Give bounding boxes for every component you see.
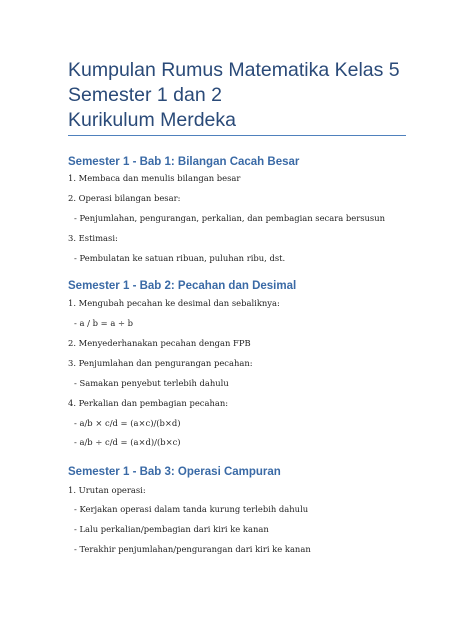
section-2-item-1: 1. Mengubah pecahan ke desimal dan sebaliknya: xyxy=(68,298,280,308)
title-underline-divider xyxy=(68,135,406,136)
title-line-1: Kumpulan Rumus Matematika Kelas 5 xyxy=(68,59,400,81)
section-1-item-3: 3. Estimasi: xyxy=(68,233,118,243)
section-3-subitem-1c: - Terakhir penjumlahan/pengurangan dari kiri ke kanan xyxy=(74,544,311,554)
section-3-item-1: 1. Urutan operasi: xyxy=(68,485,146,495)
section-3-subitem-1a: - Kerjakan operasi dalam tanda kurung terlebih dahulu xyxy=(74,504,309,514)
section-2-subitem-1a: - a / b = a ÷ b xyxy=(74,318,134,328)
section-heading-bab-2: Semester 1 - Bab 2: Pecahan dan Desimal xyxy=(68,280,297,292)
section-2-item-3: 3. Penjumlahan dan pengurangan pecahan: xyxy=(68,358,253,368)
section-2-subitem-4b: - a/b ÷ c/d = (a×d)/(b×c) xyxy=(74,437,181,447)
document-title xyxy=(68,58,408,133)
title-line-3: Kurikulum Merdeka xyxy=(68,109,236,131)
section-heading-bab-3: Semester 1 - Bab 3: Operasi Campuran xyxy=(68,466,281,478)
section-3-subitem-1b: - Lalu perkalian/pembagian dari kiri ke kanan xyxy=(74,524,269,534)
section-1-item-2: 2. Operasi bilangan besar: xyxy=(68,193,181,203)
title-line-2: Semester 1 dan 2 xyxy=(68,84,222,106)
section-2-item-4: 4. Perkalian dan pembagian pecahan: xyxy=(68,398,229,408)
section-heading-bab-1: Semester 1 - Bab 1: Bilangan Cacah Besar xyxy=(68,156,300,168)
section-1-subitem-3a: - Pembulatan ke satuan ribuan, puluhan ribu, dst. xyxy=(74,253,286,263)
section-2-item-2: 2. Menyederhanakan pecahan dengan FPB xyxy=(68,338,251,348)
section-2-subitem-3a: - Samakan penyebut terlebih dahulu xyxy=(74,378,229,388)
section-1-subitem-2a: - Penjumlahan, pengurangan, perkalian, dan pembagian secara bersusun xyxy=(74,213,386,223)
section-1-item-1: 1. Membaca dan menulis bilangan besar xyxy=(68,173,241,183)
section-2-subitem-4a: - a/b × c/d = (a×c)/(b×d) xyxy=(74,418,181,428)
